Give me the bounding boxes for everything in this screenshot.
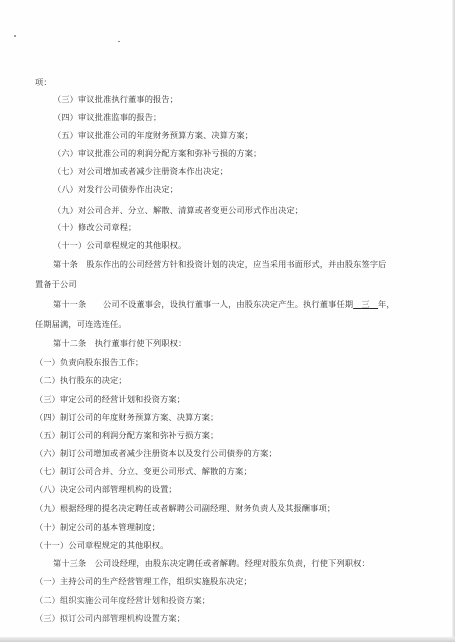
scan-speck	[118, 41, 120, 42]
article-12-heading: 第十二条 执行董事行使下列职权：	[53, 338, 187, 348]
text-line: （九）对公司合并、分立、解散、清算或者变更公司形式作出决定；	[53, 205, 304, 215]
page-edge-bottom	[0, 637, 455, 642]
scan-speck	[14, 35, 16, 37]
text-line: （二）执行股东的决定；	[35, 375, 127, 385]
text-line: （一）主持公司的生产经营管理工作，组织实施股东决定；	[35, 576, 252, 586]
text-line: （十）制定公司的基本管理制度；	[35, 522, 161, 532]
text-line: （八）决定公司内部管理机构的设置；	[35, 484, 177, 494]
article-11-line-2: 任期届满，可连选连任。	[35, 319, 127, 329]
text-line: （六）制订公司增加或者减少注册资本以及发行公司债券的方案；	[35, 448, 277, 458]
text-line: （七）制订公司合并、分立、变更公司形式、解散的方案；	[35, 466, 252, 476]
text-line: （二）组织实施公司年度经营计划和投资方案；	[35, 595, 211, 605]
text-line: （四）制订公司的年度财务预算方案、决算方案；	[35, 412, 219, 422]
term-years-blank	[353, 299, 378, 309]
article-10-line-1: 第十条 股东作出的公司经营方针和投资计划的决定，应当采用书面形式，并由股东签字后	[53, 259, 387, 269]
term-years-unit: 年，	[378, 299, 395, 309]
article-13-heading: 第十三条 公司设经理，由股东决定聘任或者解聘。经理对股东负责，行使下列职权：	[53, 558, 370, 568]
text-line: （七）对公司增加或者减少注册资本作出决定；	[53, 166, 229, 176]
text-line: （八）对发行公司债券作出决定；	[53, 184, 179, 194]
article-10-line-2: 置备于公司	[35, 279, 77, 289]
text-line: （十一）公司章程规定的其他职权。	[35, 540, 169, 550]
term-years-value: 三	[361, 299, 370, 309]
text-line: （十）修改公司章程；	[53, 222, 137, 232]
text-line: （五）制订公司的利润分配方案和弥补亏损方案；	[35, 430, 219, 440]
text-line: （九）根据经理的提名决定聘任或者解聘公司副经理、财务负责人及其报酬事项；	[35, 503, 336, 513]
article-11-text: 第十一条 公司不设董事会，设执行董事一人，由股东决定产生。执行董事任期	[53, 299, 354, 309]
text-line: （十一）公司章程规定的其他职权。	[53, 240, 187, 250]
text-line: （三）拟订公司内部管理机构设置方案；	[35, 613, 186, 623]
text-line: （三）审议批准执行董事的报告；	[53, 94, 179, 104]
text-line: （一）负责向股东报告工作；	[35, 357, 144, 367]
text-line: （三）审定公司的经营计划和投资方案；	[35, 394, 186, 404]
text-line: 项：	[35, 77, 52, 87]
text-line: （五）审议批准公司的年度财务预算方案、决算方案；	[53, 130, 254, 140]
text-line: （四）审议批准监事的报告；	[53, 112, 162, 122]
article-11-line-1	[53, 299, 395, 309]
text-line: （六）审议批准公司的利润分配方案和弥补亏损的方案；	[53, 148, 262, 158]
